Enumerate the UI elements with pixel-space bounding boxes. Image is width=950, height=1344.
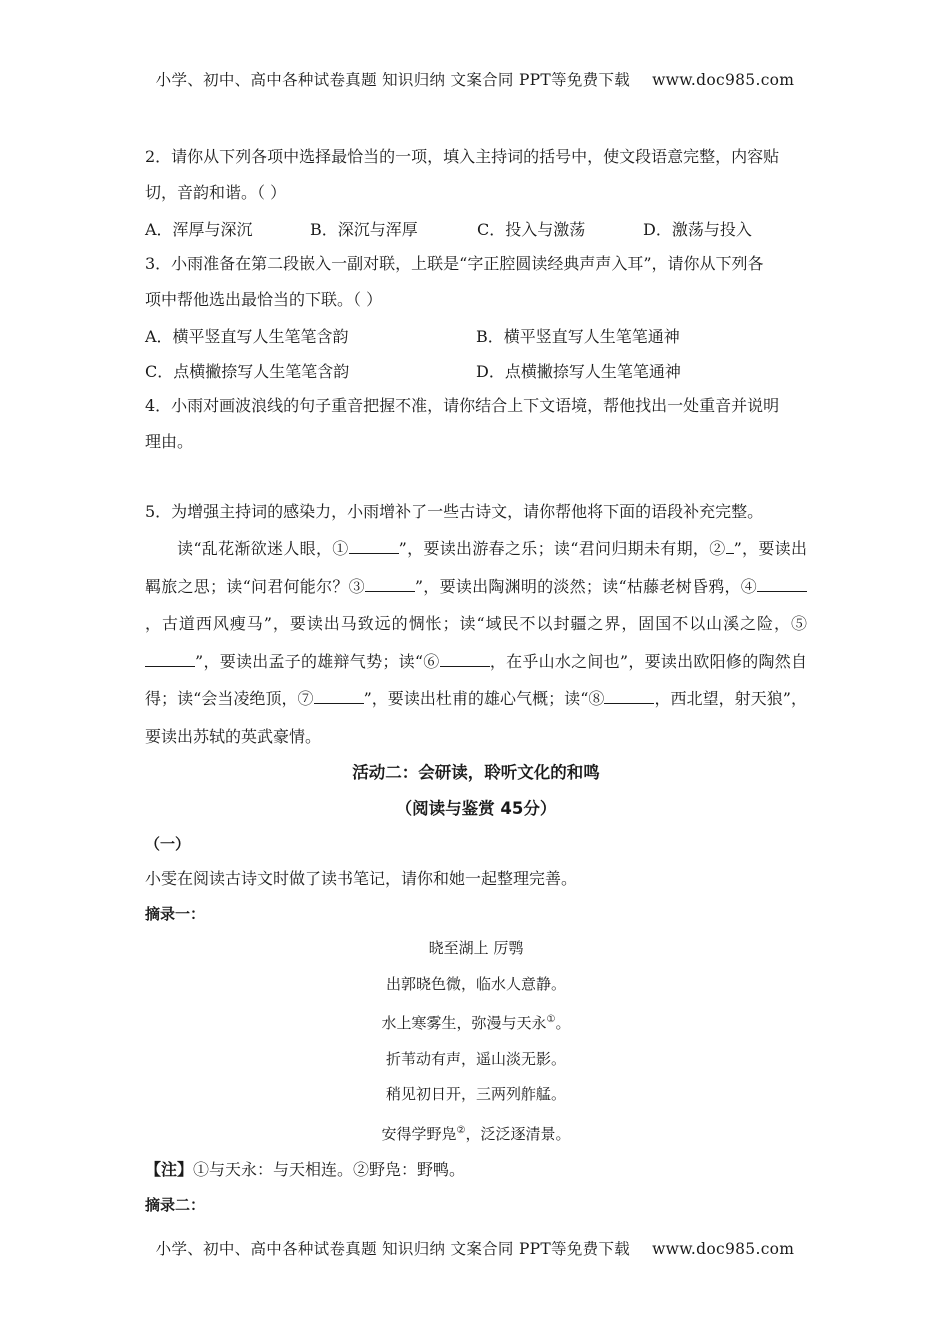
q2-option-d: D．激荡与投入: [643, 220, 752, 239]
q3-option-a: A．横平竖直写人生笔笔含韵: [145, 327, 349, 346]
footnote-marker-1: ①: [546, 1014, 556, 1025]
poem-line-1: 出郭晓色微，临水人意静。: [385, 974, 566, 993]
q5-text-4: ”，要读出陶渊明的淡然；读“枯藤老树昏鸦，④: [414, 576, 757, 596]
q5-text-8: ”，要读出杜甫的雄心气概；读“⑧: [363, 689, 605, 708]
q5-text-6: ”，要读出孟子的雄辩气势；读“⑥: [195, 651, 440, 671]
poem-line-5: [145, 1113, 807, 1153]
q5-text-2: ”，要读出游春之乐；读“君问归期未有期，②: [398, 539, 726, 558]
footer-site[interactable]: www.doc985.com: [652, 1240, 795, 1258]
blank-1[interactable]: [349, 539, 399, 554]
poem-line-2-end: 。: [555, 1014, 571, 1032]
blank-8[interactable]: [604, 689, 654, 704]
answer-space: [145, 460, 807, 494]
q5-paragraph: [145, 530, 807, 755]
q5-text-1: 读“乱花渐欲迷人眼，①: [177, 539, 349, 558]
q2-option-c: C．投入与激荡: [477, 220, 586, 239]
section1-intro: 小雯在阅读古诗文时做了读书笔记，请你和她一起整理完善。: [145, 869, 578, 888]
q2-option-a: A．浑厚与深沉: [145, 220, 253, 239]
poem-title: 晓至湖上 厉鹗: [428, 939, 524, 957]
blank-4[interactable]: [757, 577, 807, 592]
excerpt1-label: 摘录一：: [145, 905, 206, 923]
q3-option-d: D．点横撇捺写人生笔笔通神: [476, 362, 681, 381]
q5-stem: 5．为增强主持词的感染力，小雨增补了一些古诗文，请你帮他将下面的语段补充完整。: [145, 502, 764, 521]
q3-stem-line1: 3．小雨准备在第二段嵌入一副对联，上联是“字正腔圆读经典声声入耳”，请你从下列各: [145, 254, 764, 273]
q3-options-row2: [145, 353, 807, 388]
document-body: [145, 138, 807, 1222]
activity2-title: 活动二：会研读，聆听文化的和鸣: [352, 763, 600, 782]
blank-5[interactable]: [145, 652, 195, 667]
page-header: [0, 68, 950, 90]
poem-line-4: 稍见初日开，三两列舴艋。: [385, 1085, 566, 1103]
poem-line-2: [145, 1002, 807, 1042]
q2-option-b: B．深沉与浑厚: [310, 220, 418, 239]
q2-stem-line1: 2．请你从下列各项中选择最恰当的一项，填入主持词的括号中，使文段语意完整，内容贴: [145, 147, 780, 166]
blank-7[interactable]: [314, 689, 364, 704]
note-label: 【注】: [145, 1160, 194, 1179]
blank-3[interactable]: [365, 577, 415, 592]
activity2-subtitle: （阅读与鉴赏 45分）: [395, 799, 557, 818]
blank-2[interactable]: [726, 539, 734, 554]
excerpt2-label: 摘录二：: [145, 1196, 206, 1214]
footnote-marker-2: ②: [456, 1124, 466, 1136]
page-footer: [0, 1237, 950, 1259]
q3-stem-line2: 项中帮他选出最恰当的下联。（ ）: [145, 290, 383, 309]
q3-option-c: C．点横撇捺写人生笔笔含韵: [145, 362, 350, 381]
q3-option-b: B．横平竖直写人生笔笔通神: [476, 327, 680, 346]
q2-stem-line2: 切，音韵和谐。（ ）: [145, 183, 287, 202]
poem-line-3: 折苇动有声，遥山淡无影。: [385, 1049, 566, 1068]
poem-line-5-text: 安得学野凫: [381, 1124, 457, 1143]
poem-note: [145, 1152, 807, 1188]
q5-text-3: ”，要读出羁旅之思；读“问君何能尔？③: [145, 539, 807, 596]
header-site[interactable]: www.doc985.com: [652, 71, 795, 89]
poem-line-5-end: ，泛泛逐清景。: [465, 1124, 571, 1143]
q3-options-row1: [145, 318, 807, 353]
note-text: ①与天永：与天相连。②野凫：野鸭。: [193, 1160, 466, 1179]
q4-stem-line1: 4．小雨对画波浪线的句子重音把握不准，请你结合上下文语境，帮他找出一处重音并说明: [145, 396, 780, 415]
poem-line-2-text: 水上寒雾生，弥漫与天永: [381, 1014, 547, 1032]
section1-label: （一）: [145, 835, 191, 853]
q5-text-9: ，西北望，射天狼”，要读出苏轼的英武豪情。: [145, 689, 807, 746]
q4-stem-line2: 理由。: [145, 432, 194, 451]
q2-options: [145, 211, 807, 246]
q5-text-5: ，古道西风瘦马”，要读出马致远的惆怅；读“域民不以封疆之界，固国不以山溪之险，⑤: [145, 614, 807, 633]
header-text: 小学、初中、高中各种试卷真题 知识归纳 文案合同 PPT等免费下载: [155, 71, 631, 89]
q5-text-7: ，在乎山水之间也”，要读出欧阳修的陶然自得；读“会当凌绝顶，⑦: [145, 651, 807, 708]
footer-text: 小学、初中、高中各种试卷真题 知识归纳 文案合同 PPT等免费下载: [155, 1240, 631, 1258]
blank-6[interactable]: [440, 652, 490, 667]
